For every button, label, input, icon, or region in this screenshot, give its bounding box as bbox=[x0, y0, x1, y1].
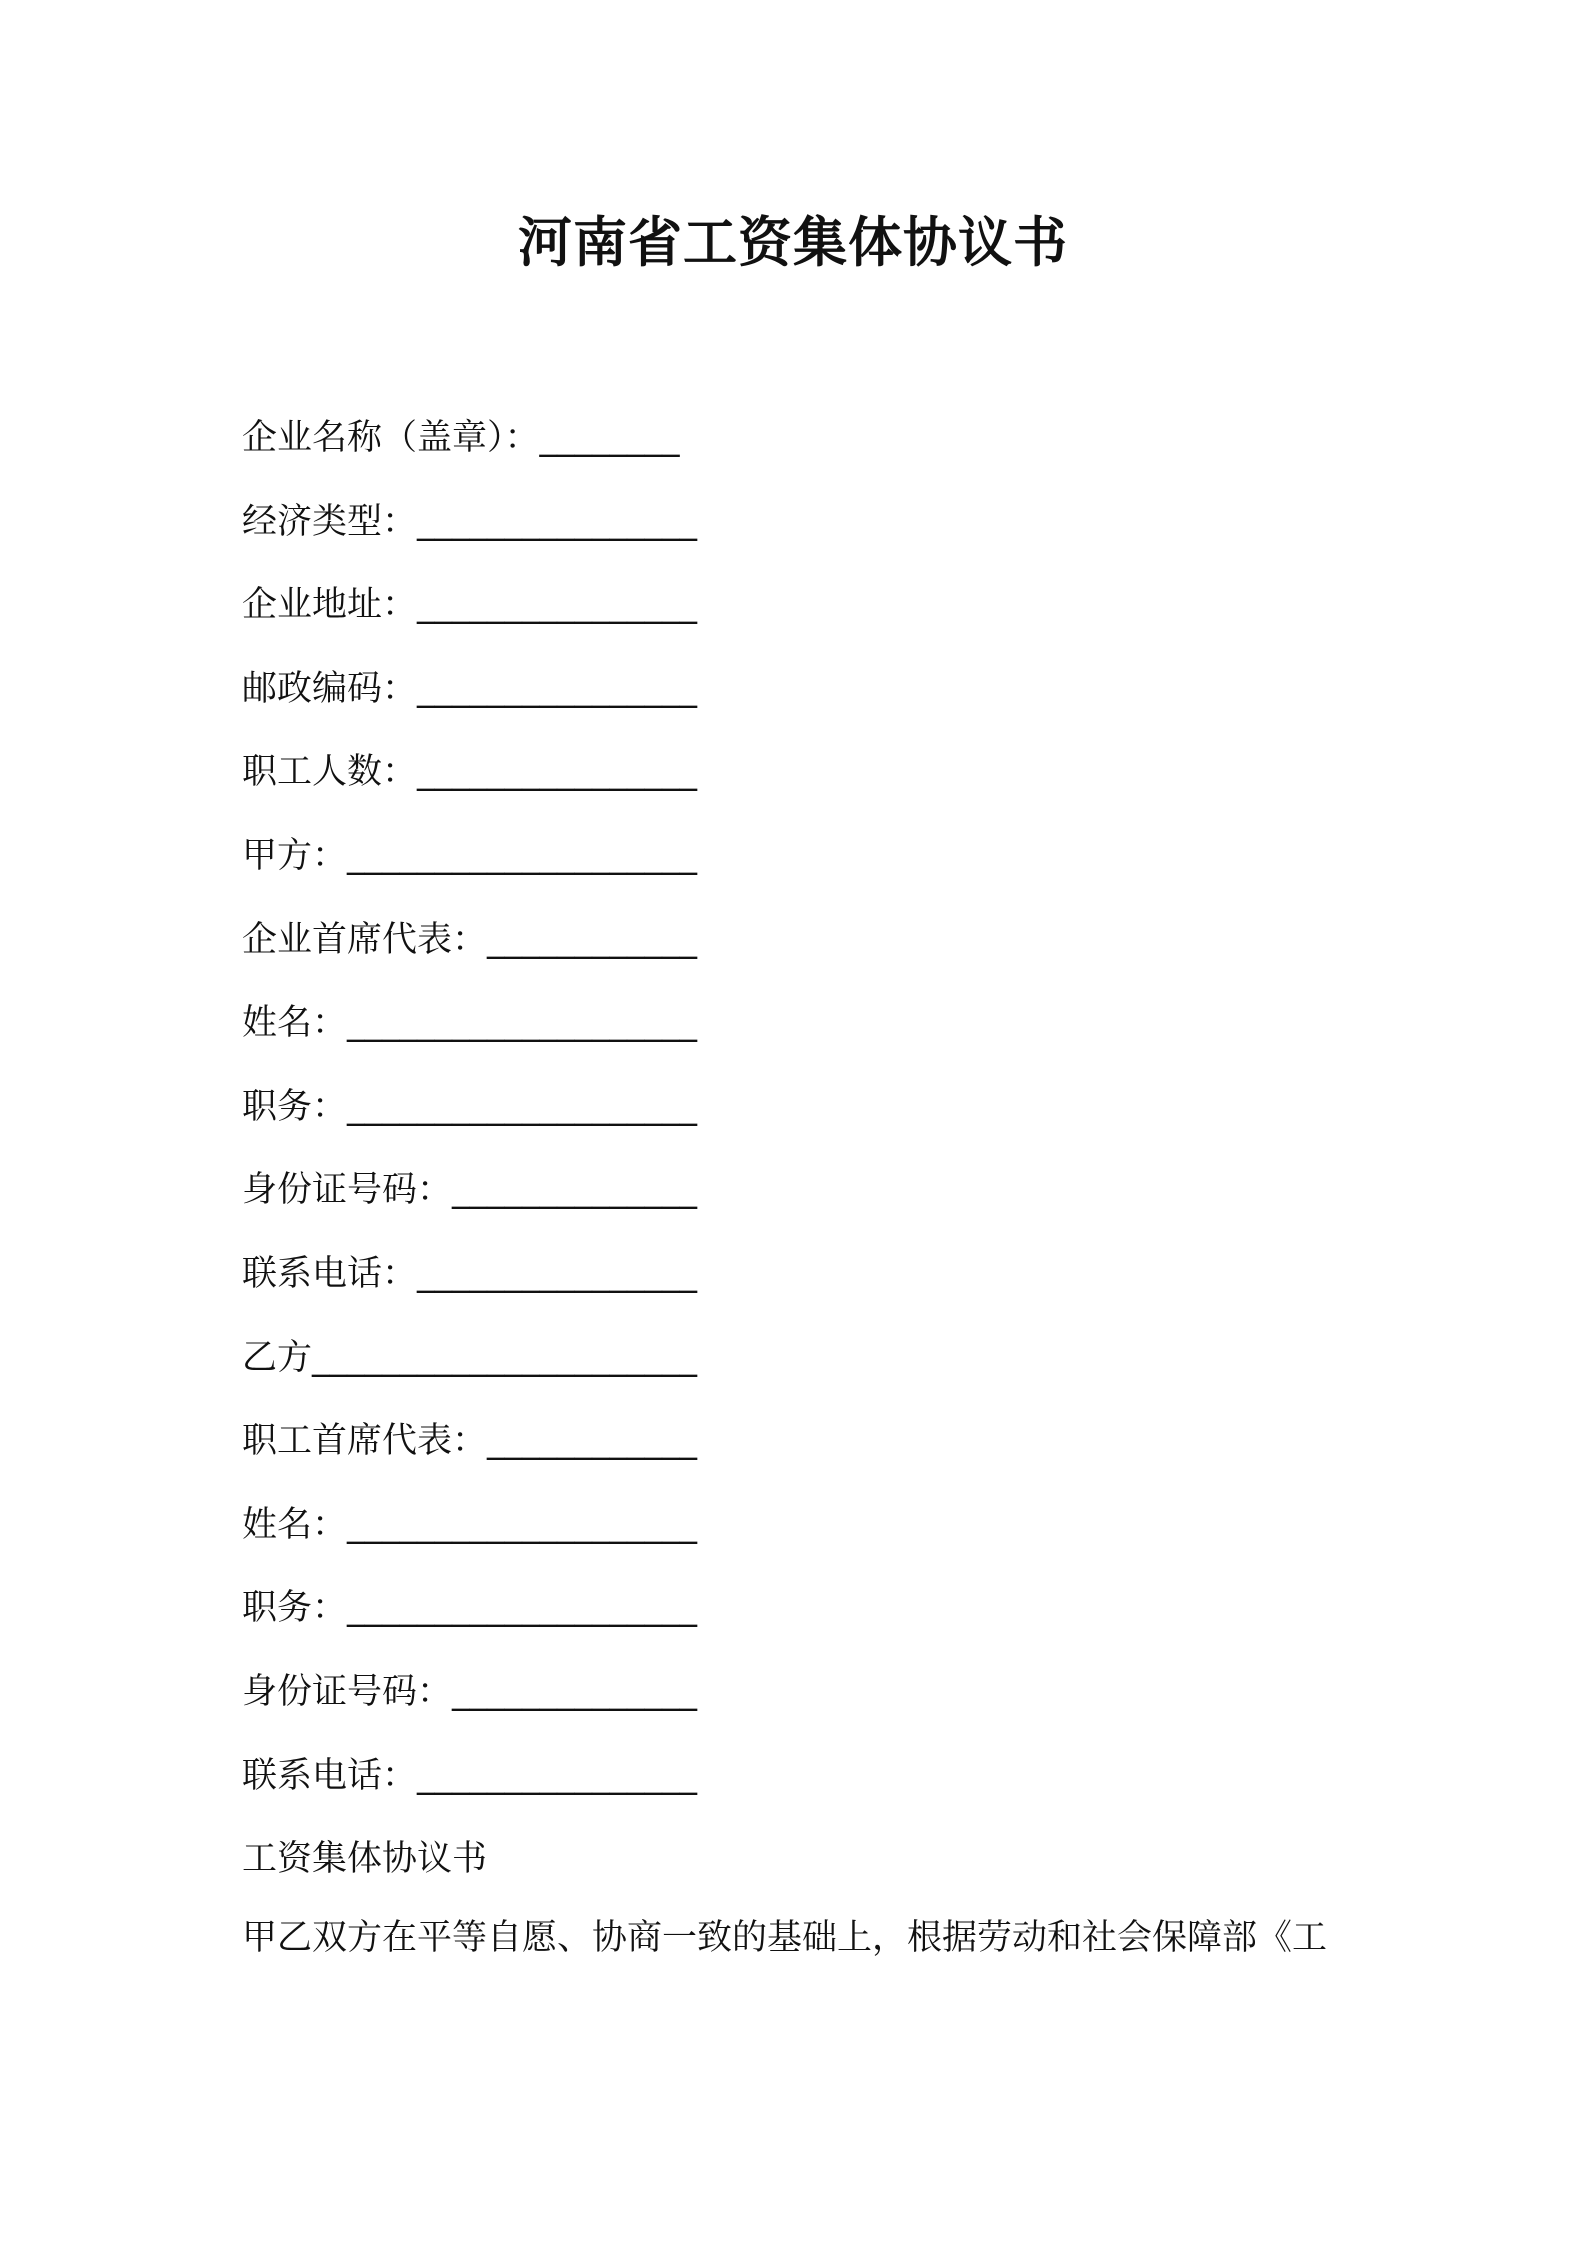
section-heading: 工资集体协议书 bbox=[242, 1839, 488, 1880]
field-company-name: 企业名称（盖章）：________ bbox=[242, 418, 680, 458]
field-party-a: 甲方：____________________ bbox=[242, 835, 698, 876]
field-party-b-phone: 联系电话：________________ bbox=[242, 1755, 698, 1796]
field-party-a-name: 姓名：____________________ bbox=[242, 1003, 698, 1044]
field-economic-type: 经济类型：________________ bbox=[242, 501, 698, 542]
field-company-chief-rep: 企业首席代表：____________ bbox=[242, 919, 698, 960]
field-party-b-position: 职务：____________________ bbox=[242, 1588, 698, 1629]
field-party-a-phone: 联系电话：________________ bbox=[242, 1253, 698, 1294]
field-postal-code: 邮政编码：________________ bbox=[242, 668, 698, 709]
field-party-a-position: 职务：____________________ bbox=[242, 1086, 698, 1127]
field-party-b: 乙方______________________ bbox=[242, 1337, 698, 1378]
document-title: 河南省工资集体协议书 bbox=[518, 211, 1068, 274]
field-party-b-id-number: 身份证号码：______________ bbox=[242, 1671, 698, 1712]
field-company-address: 企业地址：________________ bbox=[242, 585, 698, 626]
body-paragraph: 甲乙双方在平等自愿、协商一致的基础上，根据劳动和社会保障部《工 bbox=[242, 1918, 1328, 1958]
field-party-a-id-number: 身份证号码：______________ bbox=[242, 1170, 698, 1211]
field-party-b-name: 姓名：____________________ bbox=[242, 1504, 698, 1545]
form-fields bbox=[242, 410, 1442, 1915]
field-employee-count: 职工人数：________________ bbox=[242, 752, 698, 793]
field-employee-chief-rep: 职工首席代表：____________ bbox=[242, 1421, 698, 1462]
